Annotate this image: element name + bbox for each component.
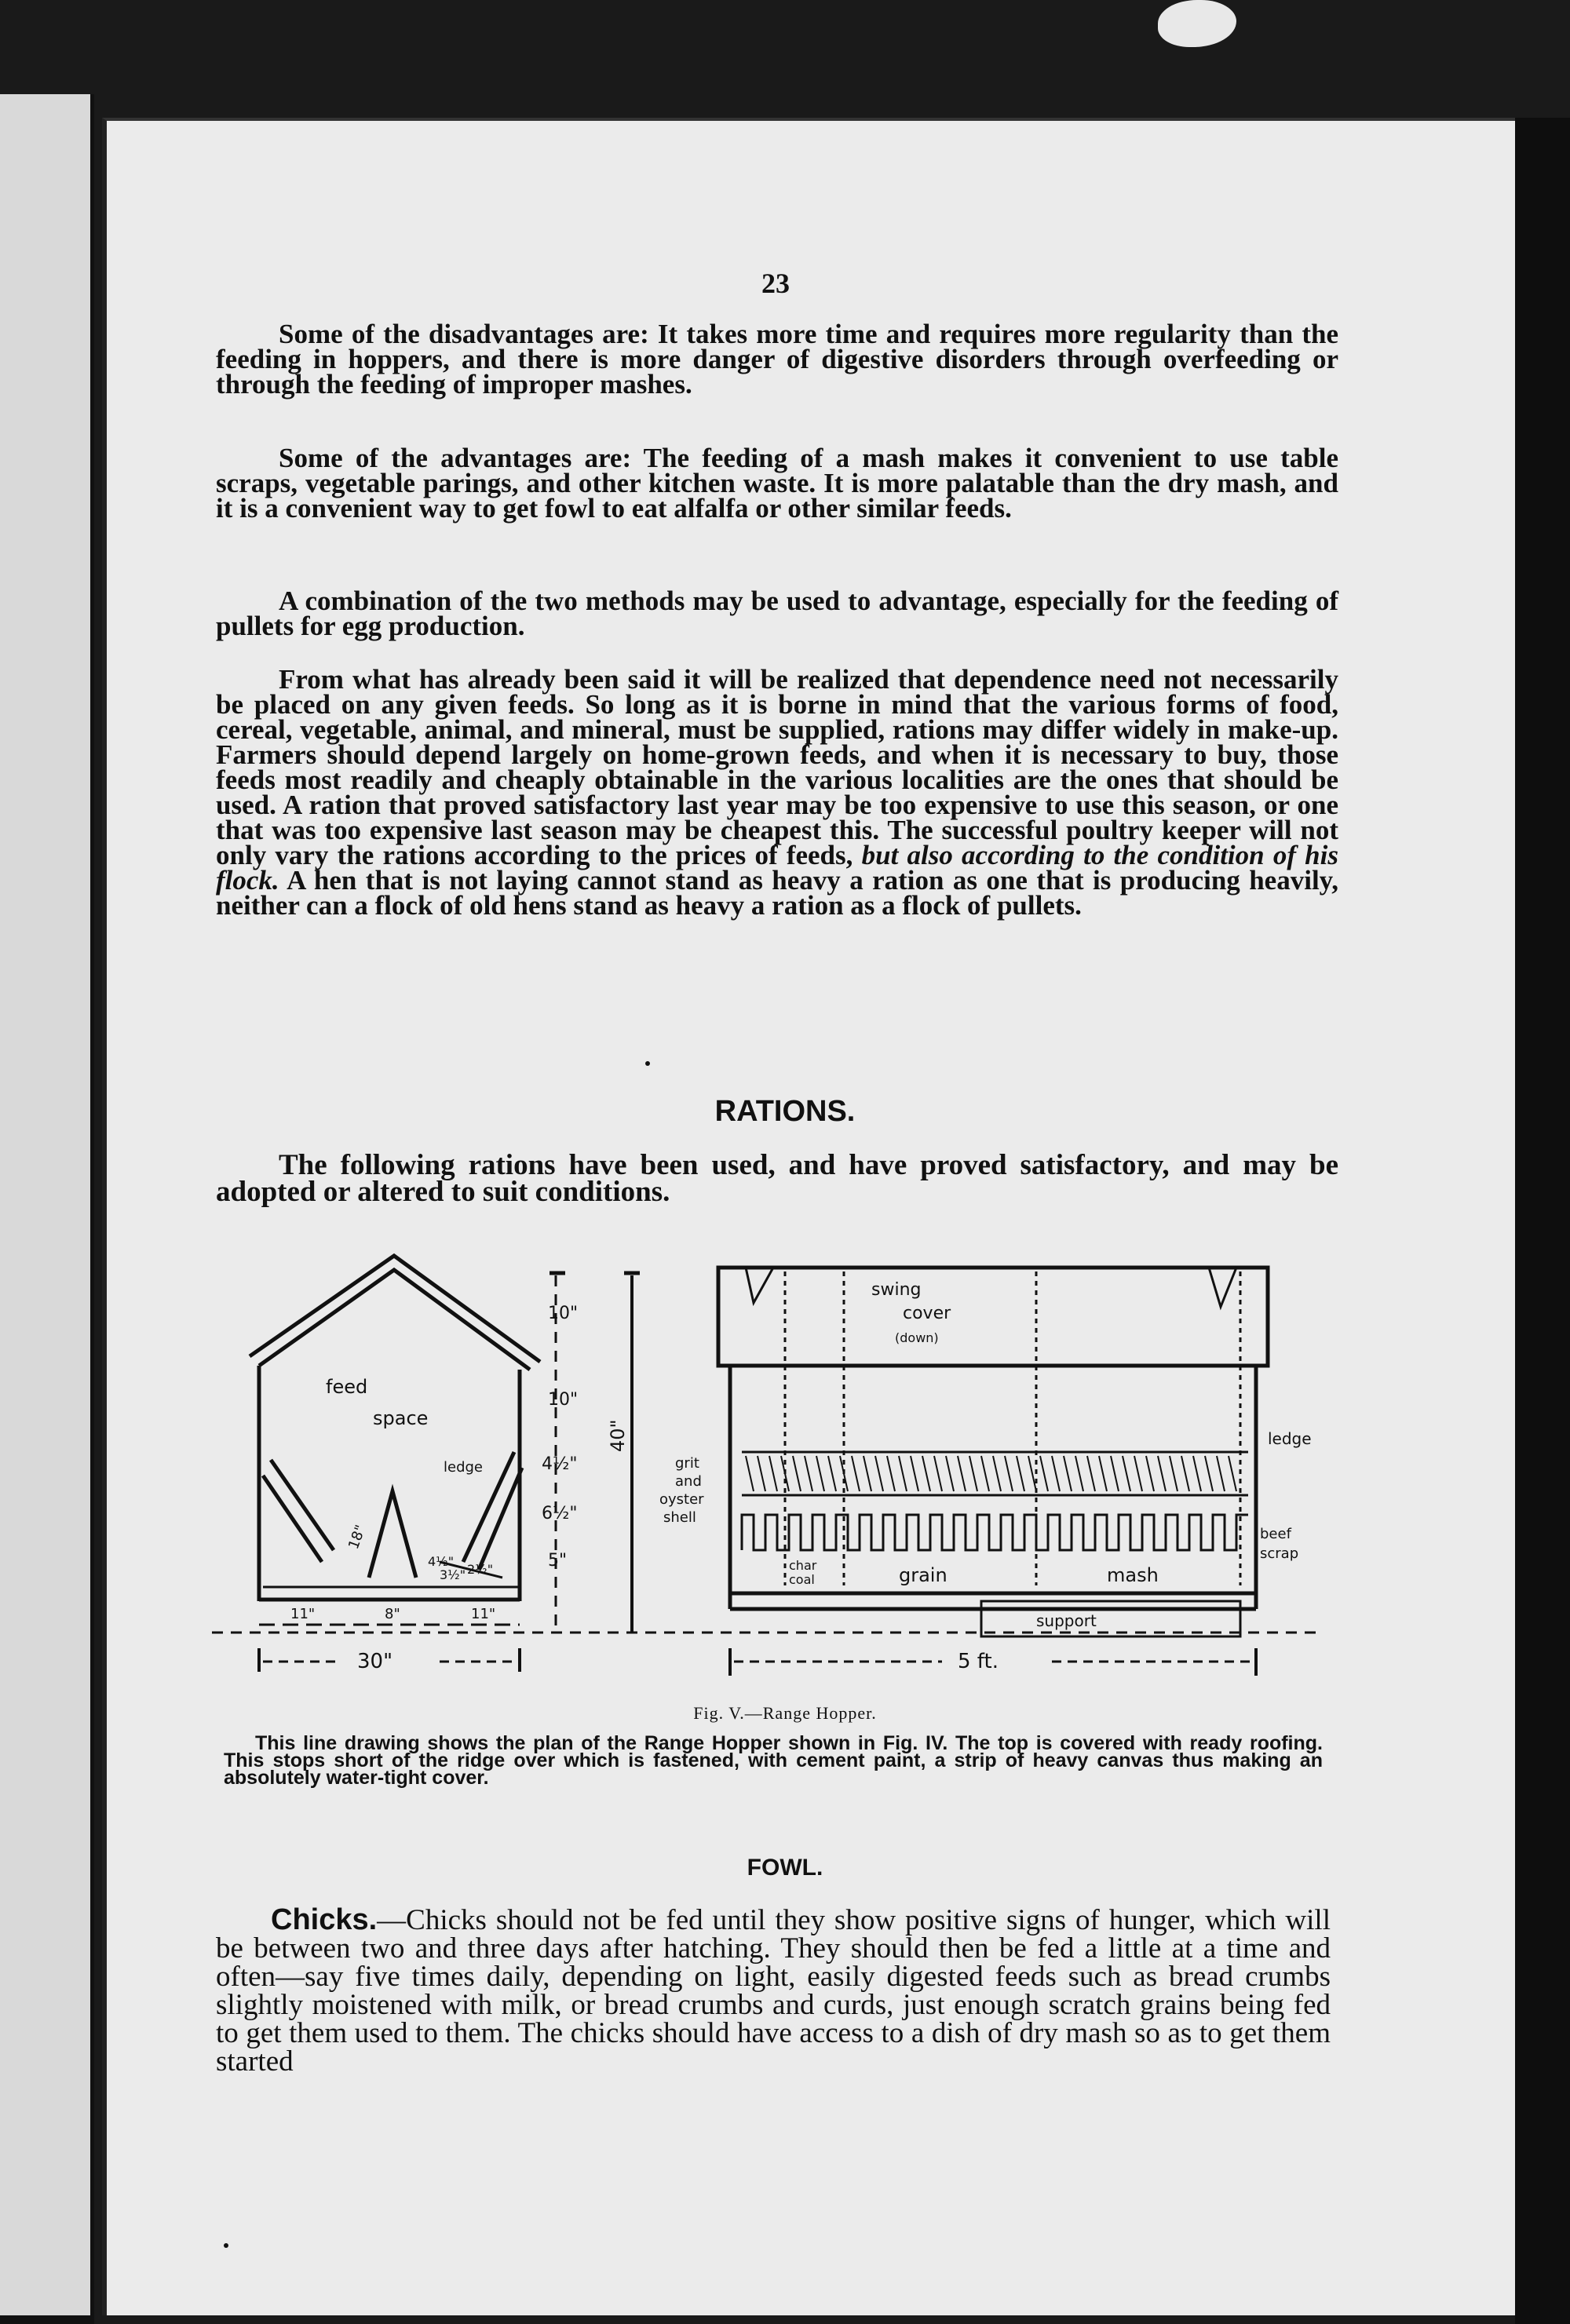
paragraph-chicks <box>216 1903 1331 2078</box>
dim-base-c: 11" <box>471 1606 496 1622</box>
dim-slant: 18" <box>345 1523 370 1552</box>
right-shadow <box>1515 118 1570 2324</box>
dim-width: 30" <box>357 1650 393 1673</box>
label-mash: mash <box>1107 1564 1159 1586</box>
ink-dot <box>645 1061 650 1066</box>
range-hopper-figure <box>212 1240 1327 1695</box>
label-cover: cover <box>903 1304 951 1323</box>
dim-fourth: 6½" <box>542 1504 578 1523</box>
paragraph-disadvantages <box>216 319 1338 399</box>
ink-dot <box>224 2243 228 2248</box>
figure-note: This line drawing shows the plan of the Range Hopper shown in Fig. IV. The top is covered with ready roofing. This stops short of the ridge over which is fastened, with cement paint, a strip of heavy canvas thus making an absolutely water-tight cover. <box>224 1732 1323 1789</box>
dim-total: 40" <box>607 1419 629 1452</box>
paragraph-text: A combination of the two methods may be used to advantage, especially for the feeding of pullets for egg production. <box>216 586 1338 641</box>
dim-small-c: 2½" <box>467 1562 494 1577</box>
paragraph-dependence <box>216 664 1338 921</box>
previous-page-edge <box>0 94 90 2315</box>
label-ledge-left: ledge <box>444 1459 484 1476</box>
paragraph-text: Some of the disadvantages are: It takes more time and requires more regularity than the feeding in hoppers, and there is more danger of digestive disorders through overfeeding or through the feeding of improper mashes. <box>216 319 1338 399</box>
chicks-label: Chicks. <box>271 1903 378 1936</box>
paragraph-text: —Chicks should not be fed until they show positive signs of hunger, which will be between two and three days after hatching. They should then be fed a little at a time and often—say five times daily, depending on light, easily digested feeds such as bread crumbs slightly moistened with milk, or bread crumbs and curds, just enough scratch grains being fed to get them used to them. The chicks should have access to a dish of dry mash so as to get them started <box>216 1904 1331 2078</box>
rations-heading: RATIONS. <box>714 1095 856 1128</box>
italic-emphasis: but also according to the condition of his flock. <box>216 840 1338 896</box>
page-number: 23 <box>761 268 790 299</box>
figure-caption: Fig. V.—Range Hopper. <box>693 1703 877 1723</box>
label-and: and <box>675 1473 702 1490</box>
label-ledge-right: ledge <box>1268 1429 1312 1448</box>
label-coal: coal <box>789 1572 815 1587</box>
dim-base-b: 8" <box>385 1606 400 1622</box>
label-grain: grain <box>899 1564 947 1586</box>
paragraph-text: Some of the advantages are: The feeding of a mash makes it convenient to use table scraps, vegetable parings, and other kitchen waste. It is more palatable than the dry mash, and it is a convenient way to get fowl to eat alfalfa or other similar feeds. <box>216 443 1338 524</box>
dim-fifth: 5" <box>548 1551 568 1571</box>
paper-blemish <box>1158 0 1236 47</box>
paragraph-text: The following rations have been used, and have proved satisfactory, and may be adopted or altered to suit conditions. <box>216 1149 1338 1208</box>
label-beef: beef <box>1260 1526 1291 1542</box>
label-oyster: oyster <box>659 1491 704 1508</box>
dim-length: 5 ft. <box>958 1650 999 1673</box>
paragraph-combination <box>216 586 1338 641</box>
label-shell: shell <box>663 1509 696 1526</box>
paragraph-text: A hen that is not laying cannot stand as heavy a ration as one that is producing heavily, neither can a flock of old hens stand as heavy a ration as a flock of pullets. <box>216 865 1338 921</box>
dim-third: 4½" <box>542 1454 578 1474</box>
label-space: space <box>373 1407 429 1429</box>
dim-small-a: 4½" <box>428 1554 455 1569</box>
dim-base-a: 11" <box>290 1606 316 1622</box>
label-char: char <box>789 1558 817 1573</box>
dim-second: 10" <box>548 1390 579 1410</box>
label-swing: swing <box>871 1280 922 1300</box>
label-feed: feed <box>326 1376 368 1398</box>
hopper-swing-cover <box>718 1268 1268 1366</box>
fowl-heading: FOWL. <box>747 1855 823 1881</box>
paragraph-advantages <box>216 443 1338 524</box>
paragraph-rations-intro <box>216 1149 1338 1208</box>
label-support: support <box>1036 1611 1097 1630</box>
paragraph-text: From what has already been said it will be realized that dependence need not necessarily be placed on any given feeds. So long as it is borne in mind that the various forms of food, cereal, vegetable, animal, and mineral, must be supplied, rations may differ widely in make-up. Farmers should depend largely on home-grown feeds, and when it is necessary to buy, those feeds most readily and cheaply obtainable in the various localities are the ones that should be used. A ration that proved satisfactory last year may be too expensive to use this season, or one that was too expensive last season may be cheapest this. The successful poultry keeper will not only vary the rations according to the prices of feeds, <box>216 664 1338 870</box>
dim-top: 10" <box>548 1304 579 1323</box>
label-grit: grit <box>675 1455 699 1472</box>
label-down: (down) <box>895 1330 939 1345</box>
dim-small-b: 3½" <box>440 1567 466 1582</box>
label-scrap: scrap <box>1260 1545 1299 1562</box>
